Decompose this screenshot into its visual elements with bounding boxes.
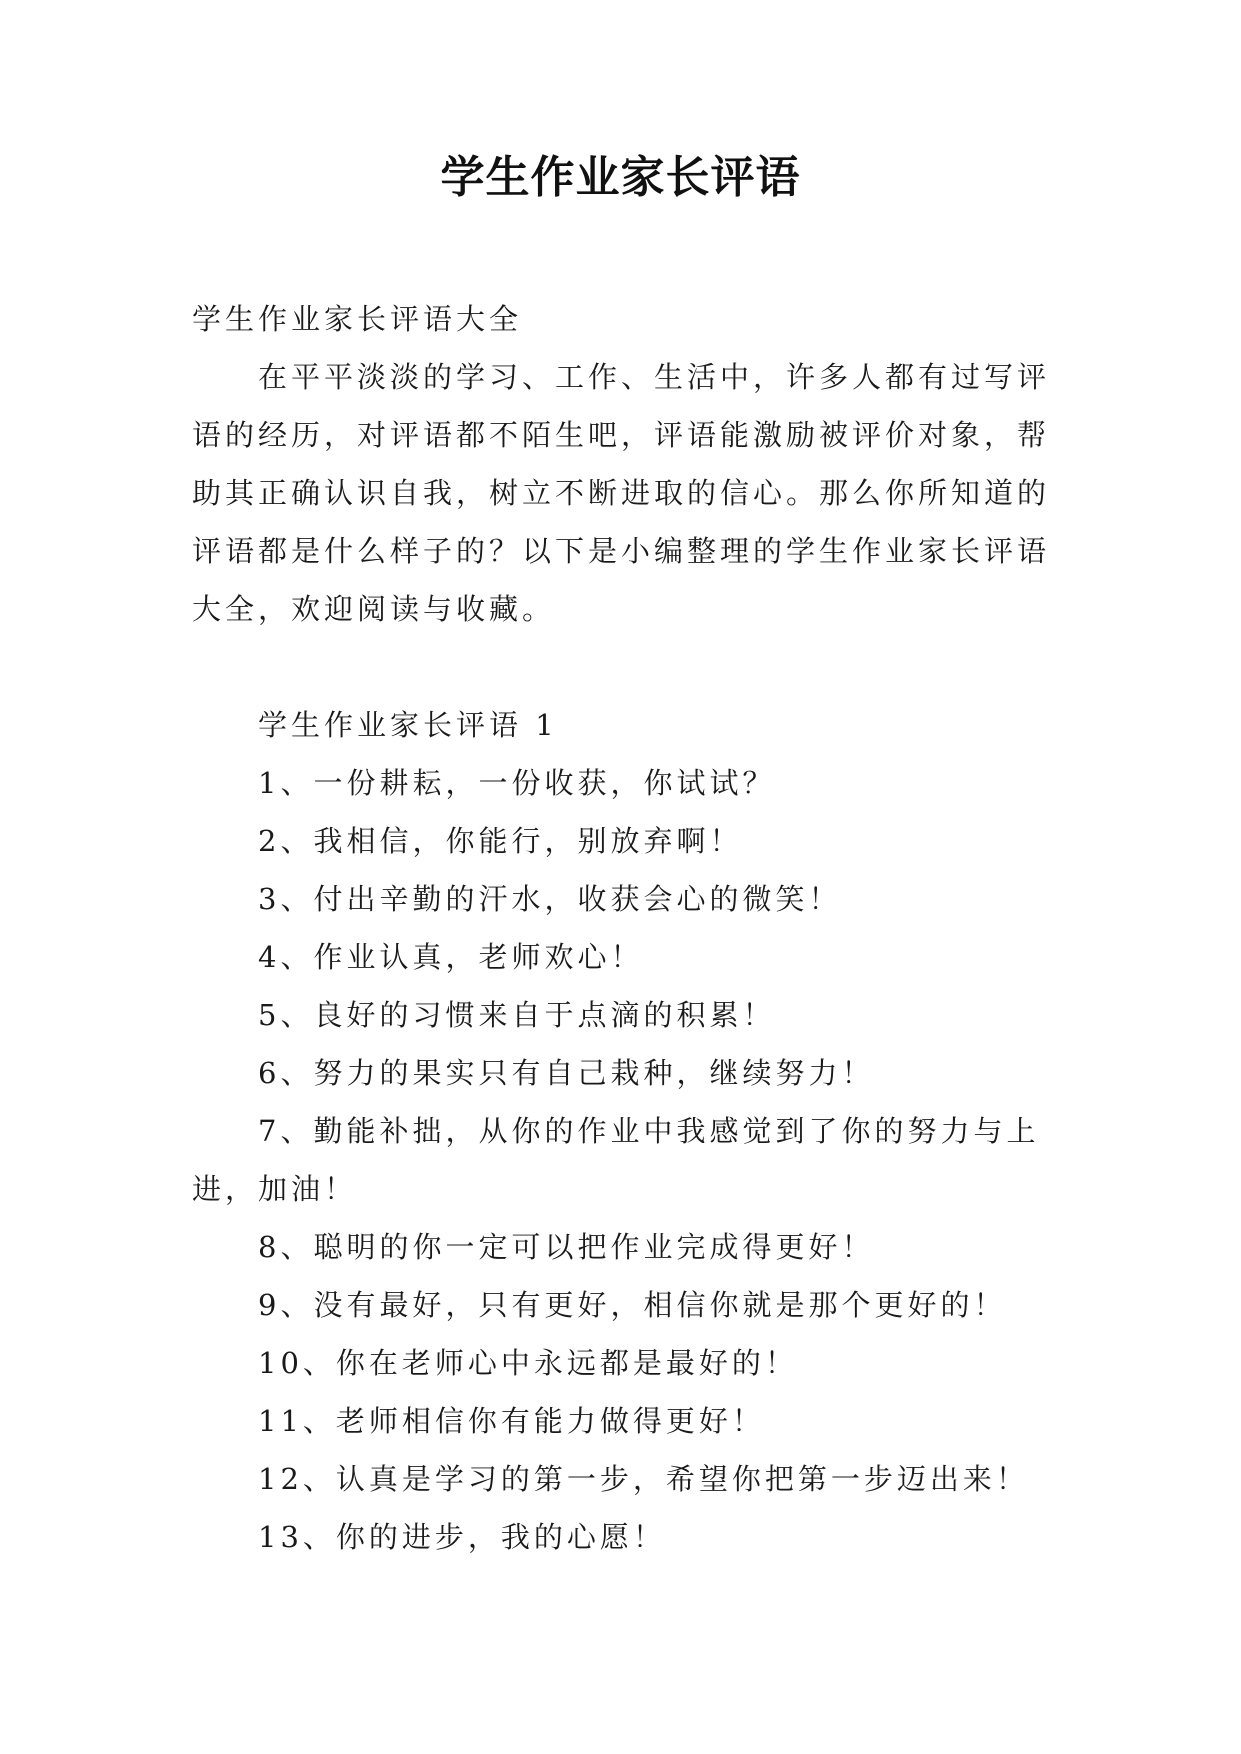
list-item: 8、聪明的你一定可以把作业完成得更好！ xyxy=(258,1230,875,1264)
paragraph-spacer xyxy=(192,638,1054,696)
list-item: 2、我相信，你能行，别放弃啊！ xyxy=(258,824,743,858)
document-body xyxy=(192,290,1054,1566)
list-item: 1、一份耕耘，一份收获，你试试？ xyxy=(258,766,776,800)
list-item: 10、你在老师心中永远都是最好的！ xyxy=(258,1346,798,1380)
document-subtitle: 学生作业家长评语大全 xyxy=(192,302,523,336)
list-item: 11、老师相信你有能力做得更好！ xyxy=(258,1404,765,1438)
list-item: 9、没有最好，只有更好，相信你就是那个更好的！ xyxy=(258,1288,1007,1322)
list-item: 12、认真是学习的第一步，希望你把第一步迈出来！ xyxy=(258,1462,1029,1496)
document-title: 学生作业家长评语 xyxy=(440,152,801,203)
list-item: 4、作业认真，老师欢心！ xyxy=(258,940,644,974)
list-item: 7、勤能补拙，从你的作业中我感觉到了你的努力与上进，加油！ xyxy=(192,1114,1040,1206)
list-item: 3、付出辛勤的汗水，收获会心的微笑！ xyxy=(258,882,842,916)
list-item: 5、良好的习惯来自于点滴的积累！ xyxy=(258,998,776,1032)
intro-paragraph: 在平平淡淡的学习、工作、生活中，许多人都有过写评语的经历，对评语都不陌生吧，评语能激励被评价对象，帮助其正确认识自我，树立不断进取的信心。那么你所知道的评语都是什么样子的？以下是小编整理的学生作业家长评语大全，欢迎阅读与收藏。 xyxy=(192,360,1051,626)
list-item: 6、努力的果实只有自己栽种，继续努力！ xyxy=(258,1056,875,1090)
list-item: 13、你的进步，我的心愿！ xyxy=(258,1520,666,1554)
section-heading: 学生作业家长评语 1 xyxy=(258,708,558,742)
